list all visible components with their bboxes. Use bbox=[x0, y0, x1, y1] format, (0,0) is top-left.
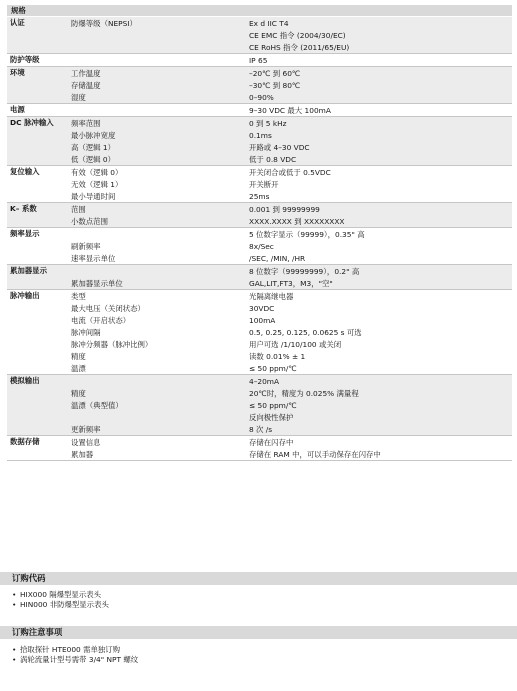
list-item bbox=[12, 645, 138, 655]
spec-row bbox=[69, 67, 512, 79]
spec-group bbox=[7, 17, 512, 54]
spec-value: 0 到 5 kHz bbox=[249, 118, 287, 128]
spec-param: 更新频率 bbox=[71, 424, 101, 434]
spec-param: 脉冲分频器（脉冲比例） bbox=[71, 339, 153, 349]
order-code-header: 订购代码 bbox=[0, 572, 517, 585]
spec-category: 电源 bbox=[10, 105, 25, 114]
spec-value: 读数 0.01% ± 1 bbox=[249, 351, 306, 361]
spec-param: 湿度 bbox=[71, 92, 86, 102]
order-notes-list bbox=[12, 645, 138, 665]
spec-row bbox=[69, 166, 512, 178]
spec-group bbox=[7, 67, 512, 104]
spec-group bbox=[7, 290, 512, 375]
spec-group bbox=[7, 265, 512, 290]
spec-row bbox=[69, 203, 512, 215]
spec-row bbox=[69, 252, 512, 264]
spec-value: 光隔离继电器 bbox=[249, 291, 294, 301]
spec-row bbox=[69, 302, 512, 314]
spec-value: 4–20mA bbox=[249, 376, 280, 386]
spec-row bbox=[69, 79, 512, 91]
spec-value: 开路或 4–30 VDC bbox=[249, 142, 310, 152]
spec-value: 低于 0.8 VDC bbox=[249, 154, 297, 164]
spec-row bbox=[69, 387, 512, 399]
spec-row bbox=[69, 338, 512, 350]
spec-param: 温漂（典型值） bbox=[71, 400, 123, 410]
spec-param: 范围 bbox=[71, 204, 86, 214]
bullet-icon: • bbox=[12, 590, 17, 599]
list-item-text: 拾取探针 HTE000 需单独订购 bbox=[20, 645, 121, 654]
spec-row bbox=[69, 411, 512, 423]
spec-row bbox=[69, 314, 512, 326]
spec-value: ≤ 50 ppm/℃ bbox=[249, 363, 297, 373]
spec-row bbox=[69, 178, 512, 190]
spec-group bbox=[7, 117, 512, 166]
spec-param: 类型 bbox=[71, 291, 86, 301]
order-code-list bbox=[12, 590, 109, 610]
spec-param: 最小导通时间 bbox=[71, 191, 116, 201]
spec-param: 刷新频率 bbox=[71, 241, 101, 251]
spec-param: 最小脉冲宽度 bbox=[71, 130, 116, 140]
spec-param: 累加器显示单位 bbox=[71, 278, 123, 288]
bullet-icon: • bbox=[12, 600, 17, 609]
spec-param: 高（逻辑 1） bbox=[71, 142, 116, 152]
spec-value: CE EMC 指令 (2004/30/EC) bbox=[249, 30, 346, 40]
spec-value: 0.5, 0.25, 0.125, 0.0625 s 可选 bbox=[249, 327, 362, 337]
spec-param: 精度 bbox=[71, 351, 86, 361]
spec-value: 存储在闪存中 bbox=[249, 437, 294, 447]
spec-group bbox=[7, 104, 512, 117]
spec-value: 100mA bbox=[249, 315, 276, 325]
spec-row bbox=[69, 375, 512, 387]
order-notes-header: 订购注意事项 bbox=[0, 626, 517, 639]
spec-row bbox=[69, 129, 512, 141]
spec-value: 0–90% bbox=[249, 92, 274, 102]
spec-row bbox=[69, 54, 512, 66]
spec-row bbox=[69, 399, 512, 411]
spec-value: 8 位数字（99999999），0.2" 高 bbox=[249, 266, 360, 276]
spec-value: 用户可选 /1/10/100 或关闭 bbox=[249, 339, 342, 349]
spec-row bbox=[69, 448, 512, 460]
spec-param: 累加器 bbox=[71, 449, 94, 459]
spec-param: 脉冲间隔 bbox=[71, 327, 101, 337]
spec-category: 模拟输出 bbox=[10, 376, 40, 385]
list-item bbox=[12, 590, 109, 600]
spec-category: 数据存储 bbox=[10, 437, 40, 446]
spec-row bbox=[69, 326, 512, 338]
spec-row bbox=[69, 265, 512, 277]
spec-group bbox=[7, 166, 512, 203]
spec-row bbox=[69, 141, 512, 153]
spec-value: 20℃时，精度为 0.025% 满量程 bbox=[249, 388, 359, 398]
list-item-text: HIX000 隔爆型显示表头 bbox=[20, 590, 101, 599]
spec-value: CE RoHS 指令 (2011/65/EU) bbox=[249, 42, 350, 52]
spec-param: 精度 bbox=[71, 388, 86, 398]
spec-row bbox=[69, 215, 512, 227]
spec-category: 累加器显示 bbox=[10, 266, 47, 275]
spec-param: 低（逻辑 0） bbox=[71, 154, 116, 164]
spec-group bbox=[7, 54, 512, 67]
list-item bbox=[12, 655, 138, 665]
spec-row bbox=[69, 277, 512, 289]
spec-category: DC 脉冲输入 bbox=[10, 118, 54, 127]
spec-row bbox=[69, 17, 512, 29]
spec-row bbox=[69, 362, 512, 374]
spec-value: XXXX.XXXX 到 XXXXXXXX bbox=[249, 216, 345, 226]
list-item-text: 涡轮流量计型号需带 3/4" NPT 螺纹 bbox=[20, 655, 139, 664]
spec-param: 小数点范围 bbox=[71, 216, 108, 226]
spec-row bbox=[69, 190, 512, 202]
spec-param: 有效（逻辑 0） bbox=[71, 167, 123, 177]
spec-group bbox=[7, 436, 512, 461]
bullet-icon: • bbox=[12, 655, 17, 664]
spec-row bbox=[69, 228, 512, 240]
spec-value: 8x/Sec bbox=[249, 241, 274, 251]
spec-param: 存储温度 bbox=[71, 80, 101, 90]
spec-row bbox=[69, 41, 512, 53]
spec-group bbox=[7, 228, 512, 265]
spec-category: 脉冲输出 bbox=[10, 291, 40, 300]
spec-value: 8 次 /s bbox=[249, 424, 273, 434]
spec-category: 频率显示 bbox=[10, 229, 40, 238]
list-item-text: HIN000 非防爆型显示表头 bbox=[20, 600, 109, 609]
spec-param: 工作温度 bbox=[71, 68, 101, 78]
spec-value: /SEC, /MIN, /HR bbox=[249, 253, 306, 263]
spec-param: 速率显示单位 bbox=[71, 253, 116, 263]
spec-value: 存储在 RAM 中，可以手动保存在闪存中 bbox=[249, 449, 381, 459]
spec-value: 30VDC bbox=[249, 303, 275, 313]
spec-row bbox=[69, 436, 512, 448]
spec-value: 5 位数字显示（99999），0.35" 高 bbox=[249, 229, 365, 239]
list-item bbox=[12, 600, 109, 610]
spec-value: –30℃ 到 80℃ bbox=[249, 80, 301, 90]
spec-value: 25ms bbox=[249, 191, 270, 201]
spec-row bbox=[69, 240, 512, 252]
spec-value: 开关断开 bbox=[249, 179, 279, 189]
spec-group bbox=[7, 375, 512, 436]
spec-row bbox=[69, 117, 512, 129]
spec-value: 9–30 VDC 最大 100mA bbox=[249, 105, 331, 115]
spec-row bbox=[69, 91, 512, 103]
spec-row bbox=[69, 290, 512, 302]
spec-param: 频率范围 bbox=[71, 118, 101, 128]
spec-value: –20℃ 到 60℃ bbox=[249, 68, 301, 78]
spec-group bbox=[7, 203, 512, 228]
spec-category: 环境 bbox=[10, 68, 25, 77]
spec-row bbox=[69, 350, 512, 362]
spec-param: 最大电压（关闭状态） bbox=[71, 303, 145, 313]
spec-value: Ex d IIC T4 bbox=[249, 18, 289, 28]
spec-param: 设置信息 bbox=[71, 437, 101, 447]
spec-value: IP 65 bbox=[249, 55, 268, 65]
spec-row bbox=[69, 153, 512, 165]
spec-row bbox=[69, 29, 512, 41]
spec-param: 无效（逻辑 1） bbox=[71, 179, 123, 189]
spec-category: 复位输入 bbox=[10, 167, 40, 176]
spec-param: 温漂 bbox=[71, 363, 86, 373]
bullet-icon: • bbox=[12, 645, 17, 654]
spec-value: 反向极性保护 bbox=[249, 412, 294, 422]
spec-value: 0.001 到 99999999 bbox=[249, 204, 320, 214]
spec-param: 电流（开启状态） bbox=[71, 315, 131, 325]
spec-category: 防护等级 bbox=[10, 55, 40, 64]
spec-row bbox=[69, 104, 512, 116]
spec-value: 开关闭合或低于 0.5VDC bbox=[249, 167, 331, 177]
spec-param: 防爆等级（NEPSI） bbox=[71, 18, 137, 28]
spec-category: K– 系数 bbox=[10, 204, 37, 213]
spec-value: 0.1ms bbox=[249, 130, 272, 140]
spec-category: 认证 bbox=[10, 18, 25, 27]
spec-value: GAL,LIT,FT3，M3，"空" bbox=[249, 278, 333, 288]
spec-section-title: 规格 bbox=[7, 5, 512, 16]
spec-value: ≤ 50 ppm/℃ bbox=[249, 400, 297, 410]
spec-table bbox=[7, 17, 512, 461]
spec-row bbox=[69, 423, 512, 435]
